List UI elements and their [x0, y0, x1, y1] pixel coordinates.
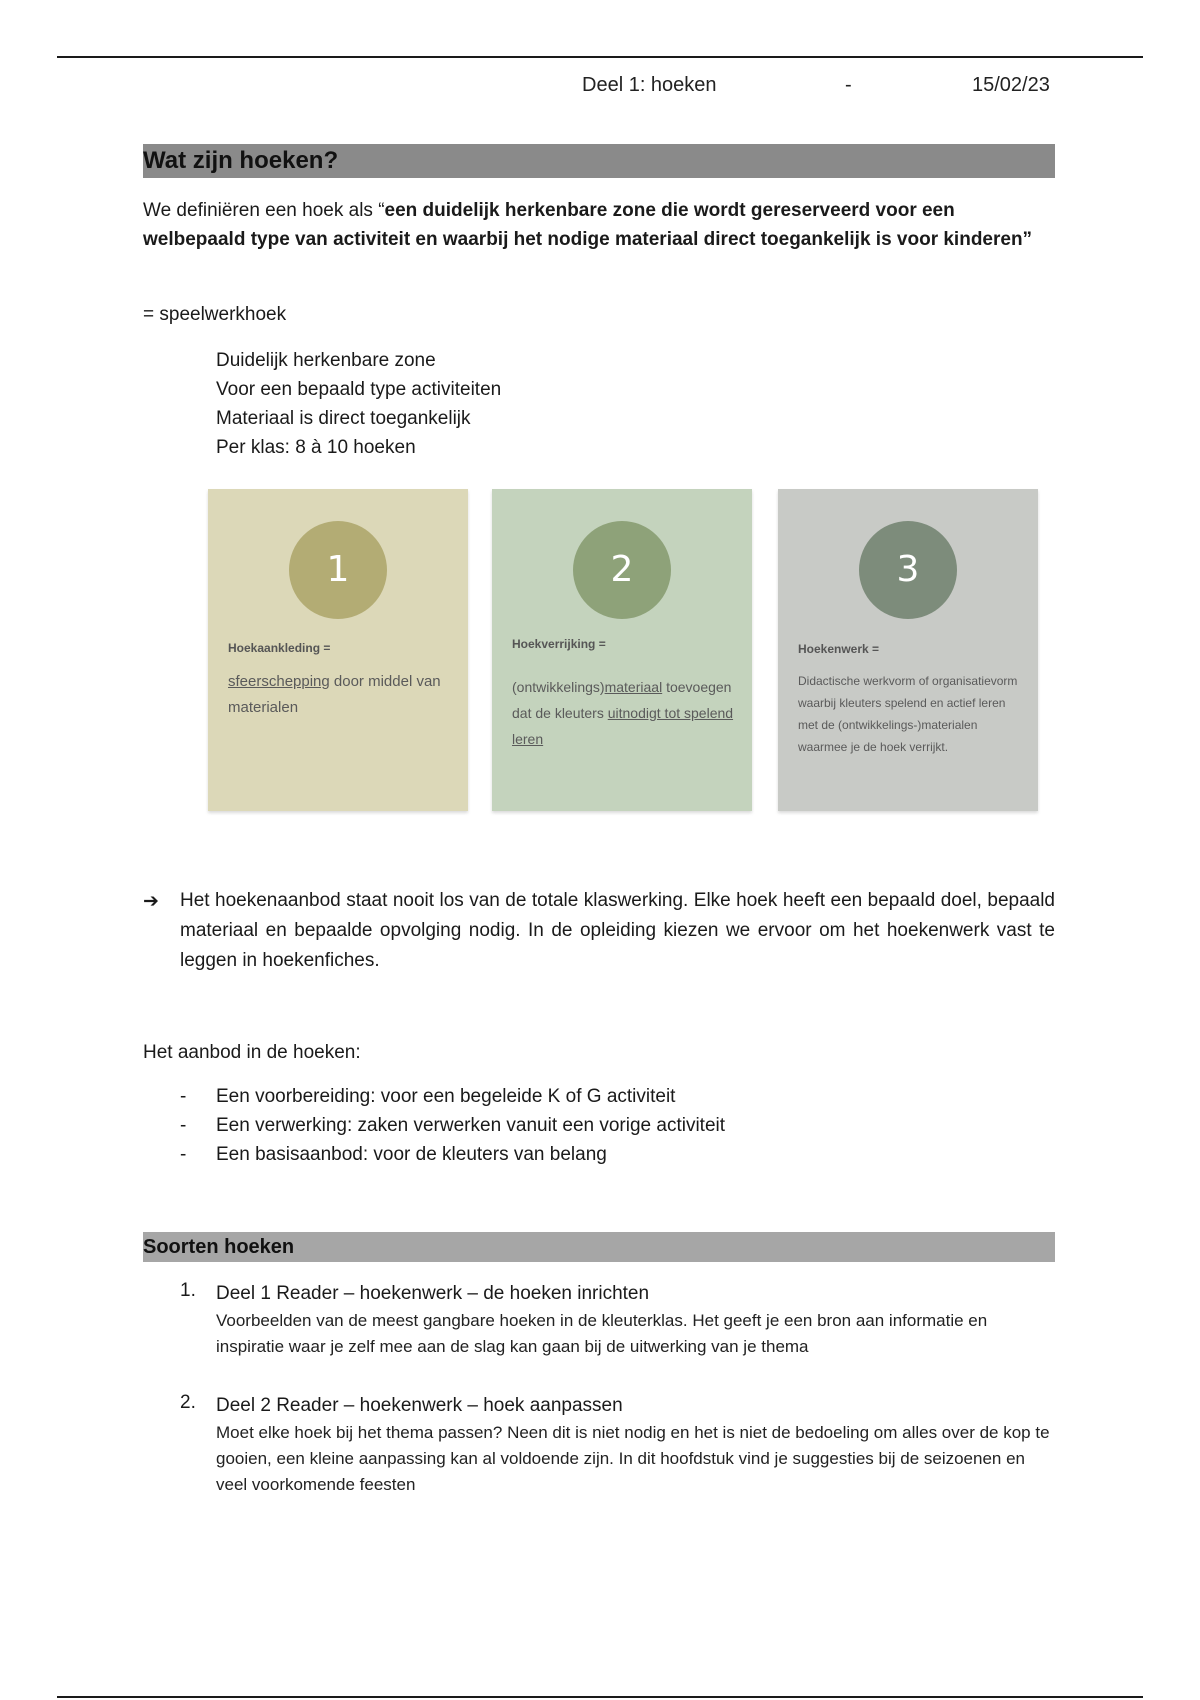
card-title: Hoekverrijking =	[512, 637, 606, 651]
list-item	[180, 1111, 725, 1140]
list-item: Voor een bepaald type activiteiten	[216, 379, 502, 400]
card-body-prefix: (ontwikkelings)	[512, 679, 605, 695]
item-number: 2.	[180, 1392, 196, 1413]
card-hoekverrijking	[492, 489, 752, 811]
offer-title: Het aanbod in de hoeken:	[143, 1042, 361, 1063]
card-title: Hoekaankleding =	[228, 641, 331, 655]
number-circle: 3	[859, 521, 957, 619]
card-body: Didactische werkvorm of organisatievorm waarbij kleuters spelend en actief leren met de (ontwikkelings-)materialen waarmee je de hoek verrijkt.	[798, 674, 1018, 754]
arrow-note	[143, 886, 1055, 976]
numbered-item	[180, 1392, 1055, 1498]
list-item: Materiaal is direct toegankelijk	[216, 408, 471, 429]
numbered-item	[180, 1280, 1055, 1360]
number-circle: 1	[289, 521, 387, 619]
section-heading-wat-zijn-hoeken: Wat zijn hoeken?	[143, 144, 1055, 178]
card-body-underlined: materiaal	[604, 679, 663, 695]
definition-paragraph	[143, 196, 1055, 254]
card-body-mid: toevoegen dat de kleuters	[512, 679, 732, 721]
hoek-traits-list	[216, 346, 501, 462]
footer-rule	[57, 1696, 1143, 1698]
section-heading-soorten-hoeken: Soorten hoeken	[143, 1232, 1055, 1262]
list-item	[180, 1082, 725, 1111]
synonym-line: = speelwerkhoek	[143, 304, 287, 325]
offer-list	[180, 1082, 725, 1169]
definition-intro: We definiëren een hoek als “	[143, 200, 385, 221]
number-circle: 2	[573, 521, 671, 619]
item-title: Deel 2 Reader – hoekenwerk – hoek aanpassen	[216, 1395, 623, 1416]
item-title: Deel 1 Reader – hoekenwerk – de hoeken inrichten	[216, 1283, 650, 1304]
arrow-right-icon: ➔	[143, 890, 159, 912]
list-item: Duidelijk herkenbare zone	[216, 350, 436, 371]
list-item-text: Een verwerking: zaken verwerken vanuit een vorige activiteit	[216, 1115, 726, 1136]
header-rule	[57, 56, 1143, 58]
item-number: 1.	[180, 1280, 196, 1301]
item-description: Moet elke hoek bij het thema passen? Neen dit is niet nodig en het is niet de bedoeling om alles over de kop te gooien, een kleine aanpassing kan al voldoende zijn. In dit hoofdstuk vind je suggesties bij de seizoenen en veel voorkomende feesten	[216, 1423, 1050, 1494]
card-body-rest: door middel van materialen	[228, 673, 441, 716]
definition-bold: een duidelijk herkenbare zone die wordt gereserveerd voor een welbepaald type van activiteit en waarbij het nodige materiaal direct toegankelijk is voor kinderen”	[143, 200, 1033, 250]
card-body	[512, 674, 737, 752]
card-body-underlined-2: uitnodigt tot spelend leren	[512, 705, 734, 747]
item-description: Voorbeelden van de meest gangbare hoeken in de kleuterklas. Het geeft je een bron aan informatie en inspiratie waar je zelf mee aan de slag kan gaan bij de uitwerking van je thema	[216, 1311, 988, 1356]
card-hoekaankleding	[208, 489, 468, 811]
card-body	[228, 669, 453, 721]
list-item	[180, 1140, 725, 1169]
card-body-underlined: sfeerschepping	[228, 673, 330, 690]
card-title: Hoekenwerk =	[798, 642, 880, 656]
list-item-text: Een voorbereiding: voor een begeleide K of G activiteit	[216, 1086, 676, 1107]
dash-bullet: -	[180, 1115, 187, 1136]
dash-bullet: -	[180, 1144, 187, 1165]
arrow-note-text: Het hoekenaanbod staat nooit los van de totale klaswerking. Elke hoek heeft een bepaald doel, bepaald materiaal en bepaalde opvolging nodig. In de opleiding kiezen we ervoor om het hoekenwerk vast te leggen in hoekenfiches.	[180, 890, 1055, 971]
document-date: 15/02/23	[972, 74, 1050, 96]
list-item: Per klas: 8 à 10 hoeken	[216, 437, 416, 458]
dash-bullet: -	[180, 1086, 187, 1107]
list-item-text: Een basisaanbod: voor de kleuters van belang	[216, 1144, 607, 1165]
card-hoekenwerk	[778, 489, 1038, 811]
document-header-title: Deel 1: hoeken	[582, 74, 717, 96]
header-separator: -	[845, 74, 852, 96]
